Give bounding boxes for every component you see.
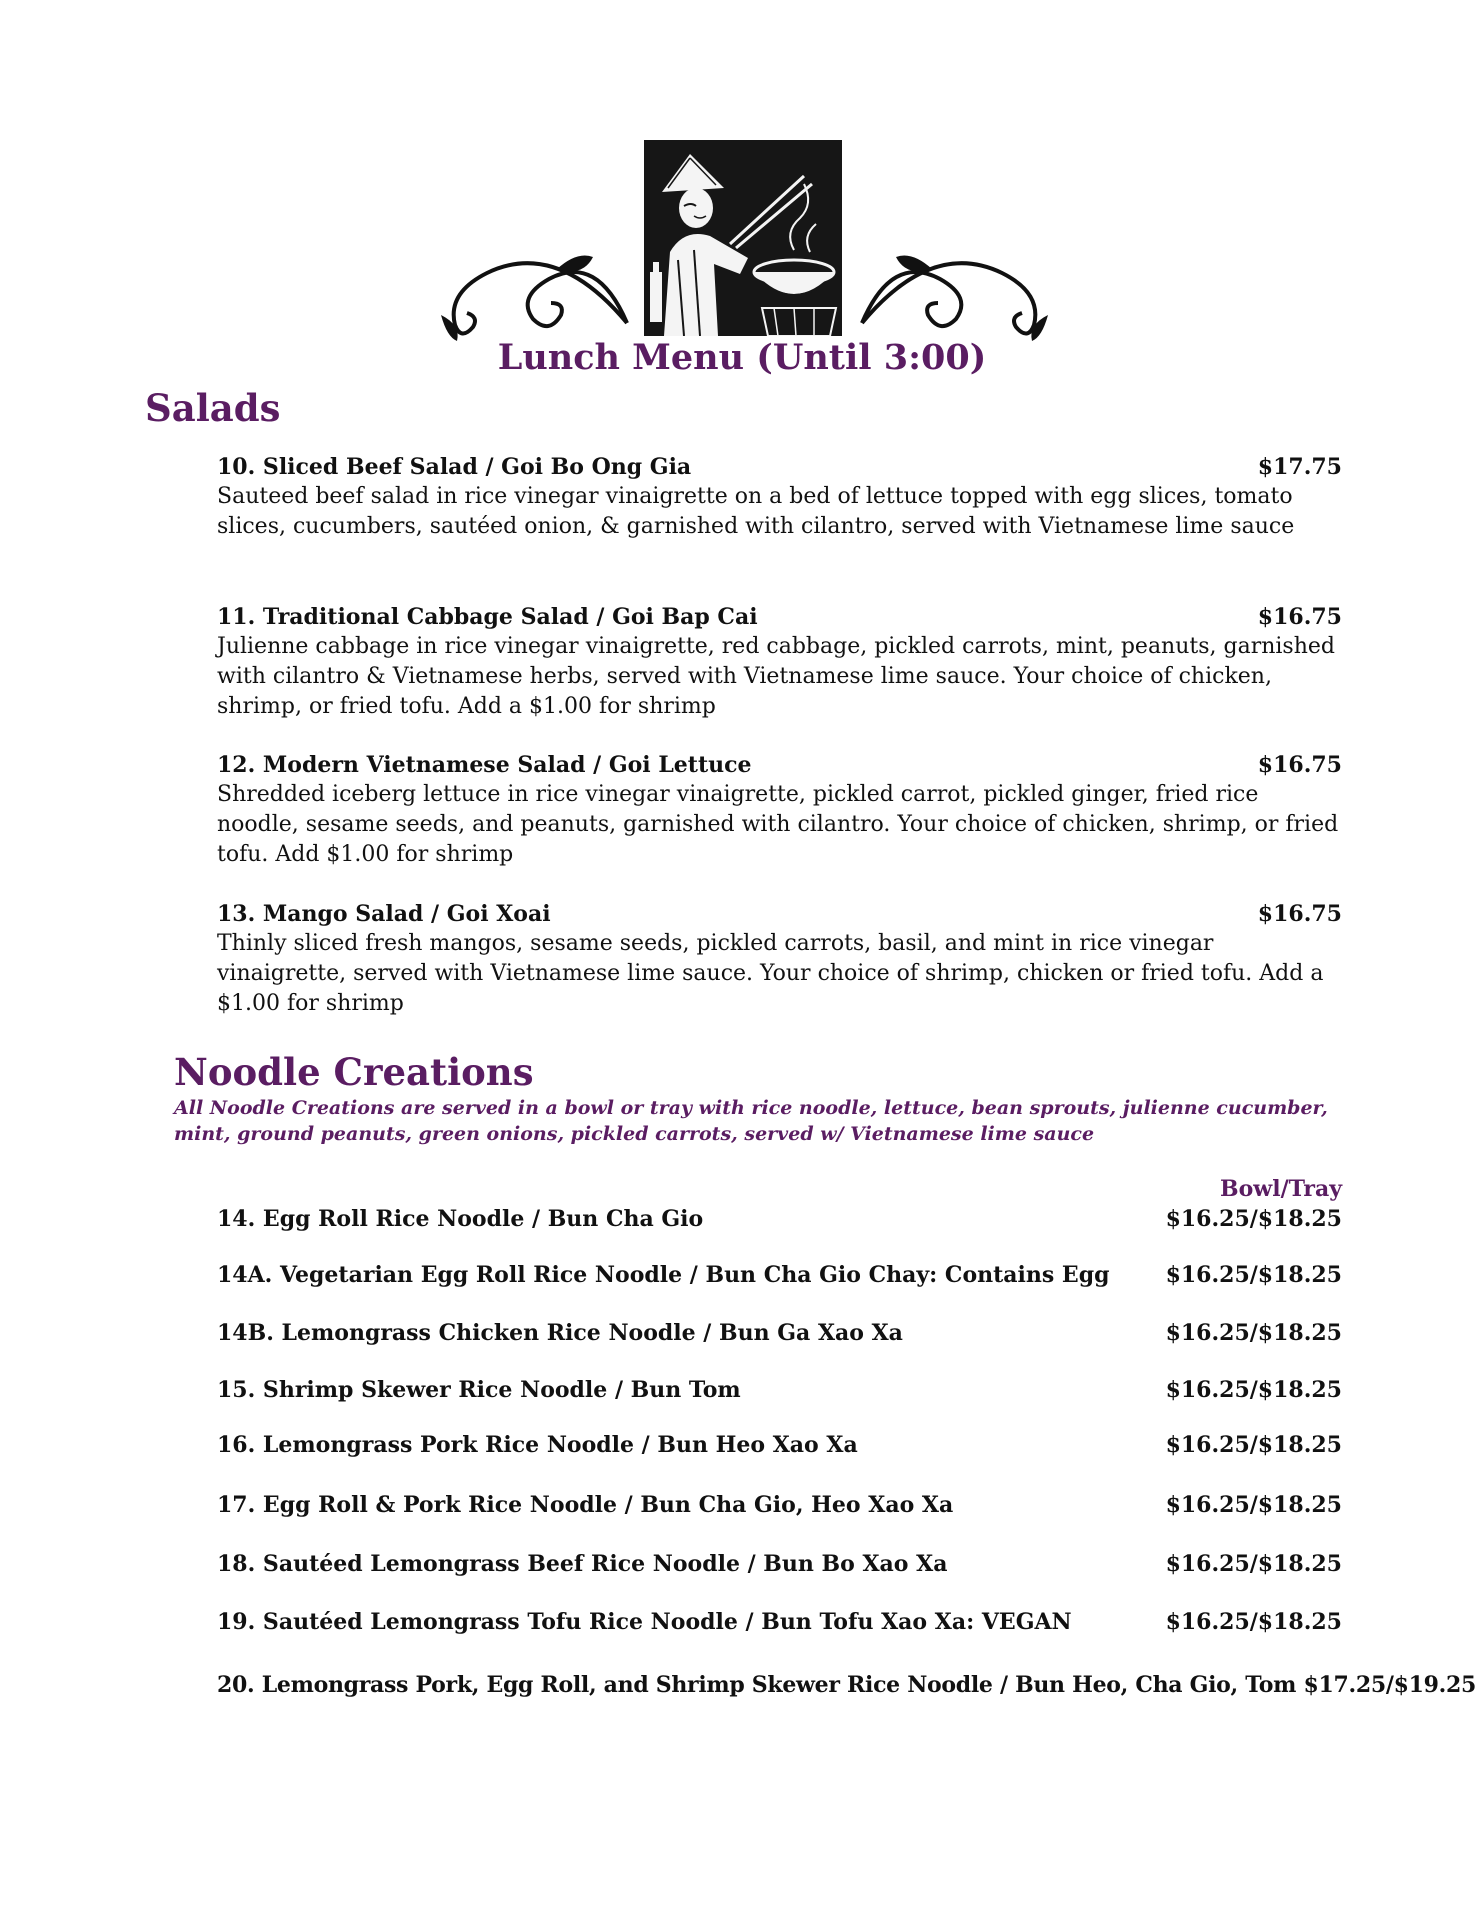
noodle-item-price: $16.25/$18.25 — [1165, 1432, 1342, 1458]
vietnamese-woman-noodle-bowl-illustration-icon — [644, 140, 842, 336]
salad-item-10 — [217, 452, 1342, 542]
noodle-item-price: $16.25/$18.25 — [1165, 1551, 1342, 1577]
noodle-item-name: 20. Lemongrass Pork, Egg Roll, and Shrimp Skewer Rice Noodle / Bun Heo, Cha Gio, Tom — [217, 1672, 1297, 1698]
noodle-item-14a — [217, 1260, 1342, 1290]
noodle-item-price: $17.25/$19.25 — [1303, 1672, 1477, 1698]
noodle-creations-note: All Noodle Creations are served in a bowl or tray with rice noodle, lettuce, bean sprouts, julienne cucumber, mint, ground peanuts, green onions, pickled carrots, served w/ Vietnamese lime sauce — [174, 1097, 1328, 1145]
logo-illustration — [644, 140, 842, 336]
salad-item-price: $16.75 — [1257, 752, 1342, 778]
noodle-item-14 — [217, 1204, 1342, 1234]
salad-item-name: 12. Modern Vietnamese Salad / Goi Lettuce — [217, 752, 752, 778]
noodle-item-name: 14A. Vegetarian Egg Roll Rice Noodle / Bun Cha Gio Chay: Contains Egg — [217, 1262, 1110, 1288]
leaf-swirl-ornament-left — [437, 245, 632, 345]
salad-item-price: $16.75 — [1257, 901, 1342, 927]
noodle-item-name: 17. Egg Roll & Pork Rice Noodle / Bun Cha Gio, Heo Xao Xa — [217, 1492, 954, 1518]
salad-item-price: $17.75 — [1257, 454, 1342, 480]
noodle-item-price: $16.25/$18.25 — [1165, 1492, 1342, 1518]
noodle-item-15 — [217, 1375, 1342, 1405]
salad-item-description: Sauteed beef salad in rice vinegar vinaigrette on a bed of lettuce topped with egg slices, tomato slices, cucumbers, sautéed onion, & garnished with cilantro, served with Vietnamese lime sauce — [217, 484, 1295, 539]
noodle-item-14b — [217, 1318, 1342, 1348]
noodle-item-16 — [217, 1430, 1342, 1460]
menu-title: Lunch Menu (Until 3:00) — [497, 337, 987, 378]
salad-item-description: Shredded iceberg lettuce in rice vinegar vinaigrette, pickled carrot, pickled ginger, fried rice noodle, sesame seeds, and peanuts, garnished with cilantro. Your choice of chicken, shrimp, or fried tofu. Add $1.00 for shrimp — [217, 782, 1339, 867]
salad-item-name: 10. Sliced Beef Salad / Goi Bo Ong Gia — [217, 454, 692, 480]
noodle-item-name: 15. Shrimp Skewer Rice Noodle / Bun Tom — [217, 1377, 741, 1403]
salad-item-13 — [217, 899, 1342, 1019]
noodle-item-name: 14B. Lemongrass Chicken Rice Noodle / Bun Ga Xao Xa — [217, 1320, 903, 1346]
noodle-item-name: 19. Sautéed Lemongrass Tofu Rice Noodle / Bun Tofu Xao Xa: VEGAN — [217, 1609, 1072, 1635]
leaf-swirl-ornament-right — [857, 245, 1052, 345]
salad-item-12 — [217, 750, 1342, 870]
salad-item-11 — [217, 602, 1342, 722]
noodle-item-price: $16.25/$18.25 — [1165, 1262, 1342, 1288]
bowl-tray-price-header: Bowl/Tray — [1220, 1176, 1342, 1202]
noodle-item-price: $16.25/$18.25 — [1165, 1609, 1342, 1635]
salad-item-name: 11. Traditional Cabbage Salad / Goi Bap Cai — [217, 604, 758, 630]
noodle-item-name: 18. Sautéed Lemongrass Beef Rice Noodle / Bun Bo Xao Xa — [217, 1551, 948, 1577]
salads-section-title: Salads — [145, 386, 281, 430]
leaf-swirl-ornament-icon — [857, 245, 1052, 345]
noodle-item-price: $16.25/$18.25 — [1165, 1320, 1342, 1346]
salad-item-description: Thinly sliced fresh mangos, sesame seeds, pickled carrots, basil, and mint in rice vinegar vinaigrette, served with Vietnamese lime sauce. Your choice of shrimp, chicken or fried tofu. Add a $1.00 for shrimp — [217, 931, 1324, 1016]
leaf-swirl-ornament-icon — [437, 245, 632, 345]
salad-item-name: 13. Mango Salad / Goi Xoai — [217, 901, 551, 927]
noodle-creations-section-title: Noodle Creations — [174, 1050, 534, 1094]
noodle-item-18 — [217, 1549, 1342, 1579]
noodle-item-20 — [217, 1670, 1477, 1700]
noodle-item-price: $16.25/$18.25 — [1165, 1206, 1342, 1232]
noodle-item-17 — [217, 1490, 1342, 1520]
noodle-item-19 — [217, 1607, 1342, 1637]
noodle-item-price: $16.25/$18.25 — [1165, 1377, 1342, 1403]
noodle-item-name: 16. Lemongrass Pork Rice Noodle / Bun Heo Xao Xa — [217, 1432, 858, 1458]
salad-item-price: $16.75 — [1257, 604, 1342, 630]
noodle-item-name: 14. Egg Roll Rice Noodle / Bun Cha Gio — [217, 1206, 704, 1232]
salad-item-description: Julienne cabbage in rice vinegar vinaigrette, red cabbage, pickled carrots, mint, peanuts, garnished with cilantro & Vietnamese herbs, served with Vietnamese lime sauce. Your choice of chicken, shrimp, or fried tofu. Add a $1.00 for shrimp — [217, 634, 1335, 719]
